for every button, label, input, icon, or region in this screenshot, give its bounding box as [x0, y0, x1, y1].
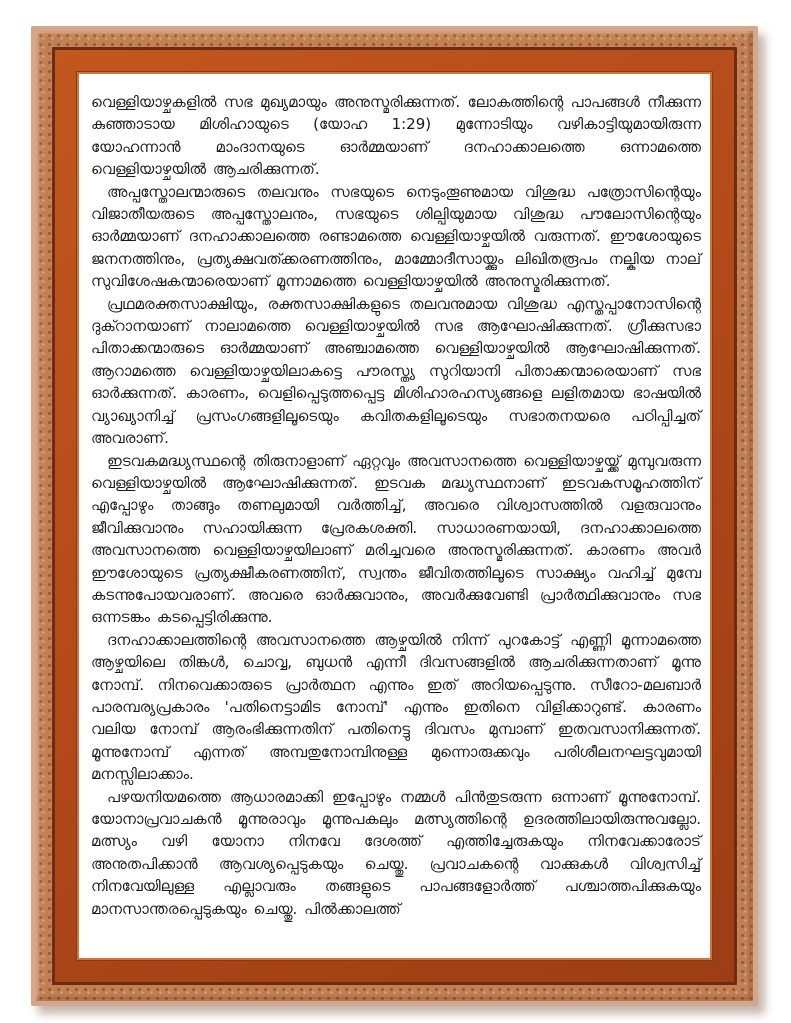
paragraph-parish-patron-and-departed: ഇടവകമദ്ധ്യസ്ഥന്റെ തിരുനാളാണ് ഏറ്റവും അവസാനത്തെ വെള്ളിയാഴ്ചയ്ക്ക് മുമ്പുവരുന്ന വെള്ളിയാഴ്ചയിൽ ആഘോഷിക്കുന്നത്. ഇടവക മദ്ധ്യസ്ഥനാണ് ഇടവകസമൂഹത്തിന് എപ്പോഴും താങ്ങും തണലുമായി വർത്തിച്ച്, അവരെ വിശ്വാസത്തിൽ വളരുവാനും ജീവിക്കുവാനും സഹായിക്കുന്ന പ്രേരകശക്തി. സാധാരണയായി, ദനഹാക്കാലത്തെ അവസാനത്തെ വെള്ളിയാഴ്ചയിലാണ് മരിച്ചവരെ അനുസ്മരിക്കുന്നത്. കാരണം അവർ ഈശോയുടെ പ്രത്യക്ഷീകരണത്തിന്, സ്വന്തം ജീവിതത്തിലൂടെ സാക്ഷ്യം വഹിച്ച് മുമ്പേ കടന്നുപോയവരാണ്. അവരെ ഓർക്കുവാനും, അവർക്കുവേണ്ടി പ്രാർത്ഥിക്കുവാനും സഭ ഒന്നടങ്കം കടപ്പെട്ടിരിക്കുന്നു.: [91, 451, 701, 627]
paragraph-martyrs-and-fathers: പ്രഥമരക്തസാക്ഷിയും, രക്തസാക്ഷികളുടെ തലവനുമായ വിശുദ്ധ എസ്തപ്പാനോസിന്റെ ദുക്റാനയാണ് നാലാമത്തെ വെള്ളിയാഴ്ചയിൽ സഭ ആഘോഷിക്കുന്നത്. ഗ്രീക്കുസഭാ പിതാക്കന്മാരുടെ ഓർമ്മയാണ് അഞ്ചാമത്തെ വെള്ളിയാഴ്ചയിൽ ആഘോഷിക്കുന്നത്. ആറാമത്തെ വെള്ളിയാഴ്ചയിലാകട്ടെ പൗരസ്ത്യ സുറിയാനി പിതാക്കന്മാരെയാണ് സഭ ഓർക്കുന്നത്. കാരണം, വെളിപ്പെടുത്തപ്പെട്ട മിശിഹാരഹസ്യങ്ങളെ ലളിതമായ ഭാഷയിൽ വ്യാഖ്യാനിച്ച് പ്രസംഗങ്ങളിലൂടെയും കവിതകളിലൂടെയും സഭാതനയരെ പഠിപ്പിച്ചത് അവരാണ്.: [91, 294, 701, 448]
paragraph-three-day-fast: ദനഹാക്കാലത്തിന്റെ അവസാനത്തെ ആഴ്ചയിൽ നിന്ന് പുറകോട്ട് എണ്ണി മൂന്നാമത്തെ ആഴ്ചയിലെ തിങ്കൾ, ചൊവ്വ, ബുധൻ എന്നീ ദിവസങ്ങളിൽ ആചരിക്കുന്നതാണ് മൂന്നു നോമ്പ്. നിനവെക്കാരുടെ പ്രാർത്ഥന എന്നും ഇത് അറിയപ്പെടുന്നു. സീറോ-മലബാർ പാരമ്പര്യപ്രകാരം 'പതിനെട്ടാമിട നോമ്പ്' എന്നും ഇതിനെ വിളിക്കാറുണ്ട്. കാരണം വലിയ നോമ്പ് ആരംഭിക്കുന്നതിന് പതിനെട്ടു ദിവസം മുമ്പാണ് ഇതവസാനിക്കുന്നത്. മൂന്നുനോമ്പ് എന്നത് അമ്പതുനോമ്പിനുള്ള മുന്നൊരുക്കവും പരിശീലനഘട്ടവുമായി മനസ്സിലാക്കാം.: [91, 630, 701, 784]
document-body: [79, 74, 710, 958]
paragraph-jonah-old-testament: പഴയനിയമത്തെ ആധാരമാക്കി ഇപ്പോഴും നമ്മൾ പിൻതുടരുന്ന ഒന്നാണ് മൂന്നുനോമ്പ്. യോനാപ്രവാചകൻ മൂന്നുരാവും മൂന്നുപകലും മത്സ്യത്തിന്റെ ഉദരത്തിലായിരുന്നുവല്ലോ. മത്സ്യം വഴി യോനാ നിനവേ ദേശത്ത് എത്തിച്ചേരുകയും നിനവേക്കാരോട് അനുതപിക്കാൻ ആവശ്യപ്പെടുകയും ചെയ്തു. പ്രവാചകന്റെ വാക്കുകൾ വിശ്വസിച്ച് നിനവേയിലുള്ള എല്ലാവരും തങ്ങളുടെ പാപങ്ങളോർത്ത് പശ്ചാത്തപിക്കുകയും മാനസാന്തരപ്പെടുകയും ചെയ്തു. പിൽക്കാലത്ത്: [91, 787, 701, 918]
paragraph-friday-commemorations-intro: വെള്ളിയാഴ്ചകളിൽ സഭ മുഖ്യമായും അനുസ്മരിക്കുന്നത്. ലോകത്തിന്റെ പാപങ്ങൾ നീക്കുന്ന കുഞ്ഞാടായ മിശിഹായുടെ (യോഹ 1:29) മുന്നോടിയും വഴികാട്ടിയുമായിരുന്ന യോഹന്നാൻ മാംദാനയുടെ ഓർമ്മയാണ് ദനഹാക്കാലത്തെ ഒന്നാമത്തെ വെള്ളിയാഴ്ചയിൽ ആചരിക്കുന്നത്.: [91, 93, 701, 179]
frame-dark-trim: [52, 47, 737, 985]
frame-inner-border: [55, 50, 734, 982]
decorative-picture-frame: [31, 26, 758, 1006]
paragraph-apostles-fridays: അപ്പസ്തോലന്മാരുടെ തലവനും സഭയുടെ നെടുംതൂണുമായ വിശുദ്ധ പത്രോസിന്റെയും വിജാതീയരുടെ അപ്പസ്തോലനും, സഭയുടെ ശില്പിയുമായ വിശുദ്ധ പൗലോസിന്റെയും ഓർമ്മയാണ് ദനഹാക്കാലത്തെ രണ്ടാമത്തെ വെള്ളിയാഴ്ചയിൽ വരുന്നത്. ഈശോയുടെ ജനനത്തിനും, പ്രത്യക്ഷവത്ക്കരണത്തിനും, മാമ്മോദീസായ്ക്കും ലിഖിതരൂപം നല്കിയ നാല് സുവിശേഷകന്മാരെയാണ് മൂന്നാമത്തെ വെള്ളിയാഴ്ചയിൽ അനുസ്മരിക്കുന്നത്.: [91, 182, 701, 291]
frame-beaded-border: [36, 31, 753, 1001]
